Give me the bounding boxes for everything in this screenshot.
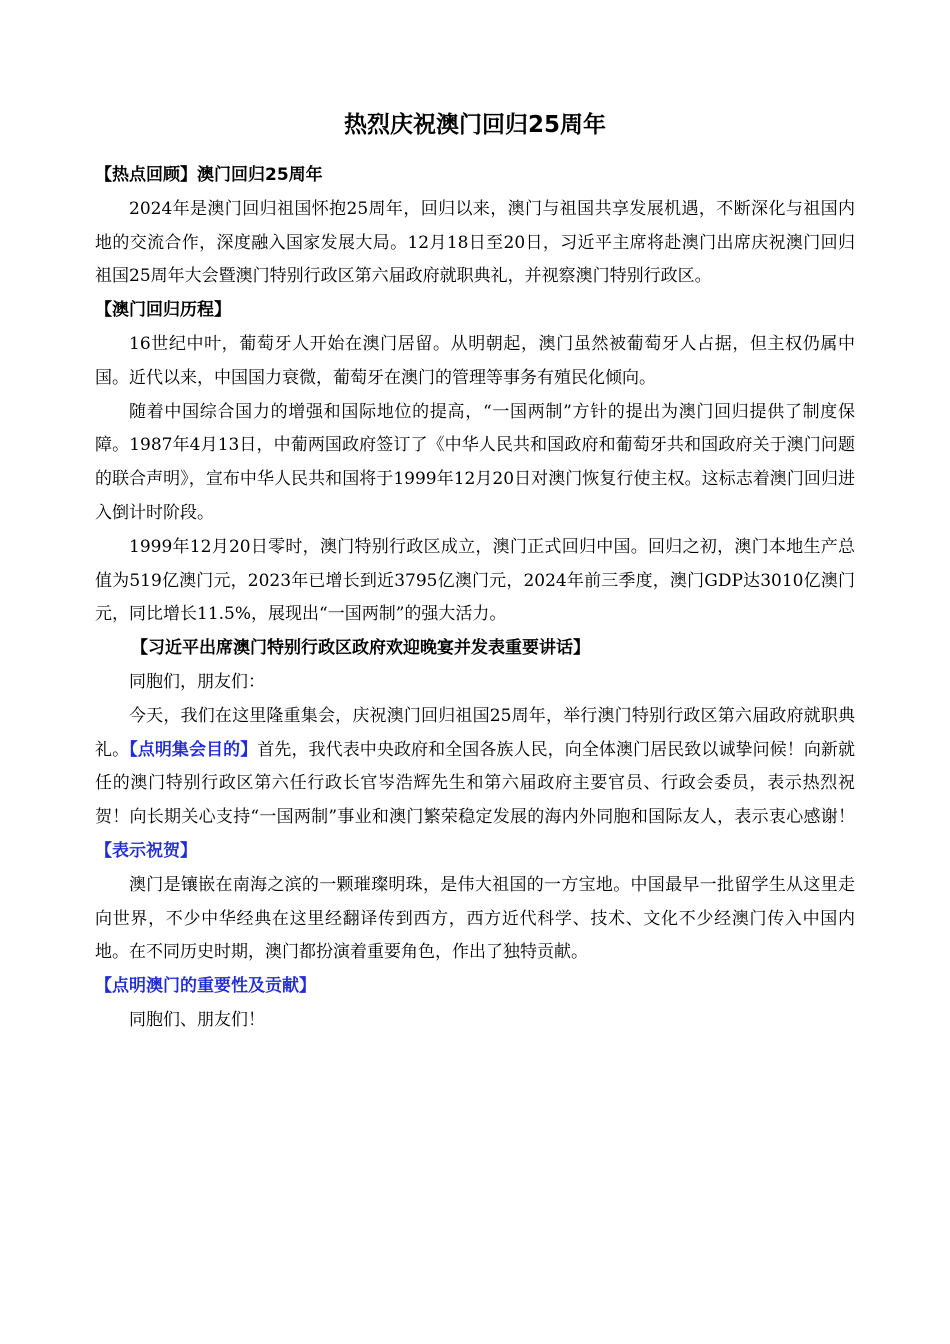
speech-greeting-2: 同胞们、朋友们！	[129, 1009, 265, 1030]
paragraph-history-2: 随着中国综合国力的增强和国际地位的提高，“一国两制”方针的提出为澳门回归提供了制度保障。1987年4月13日，中葡两国政府签订了《中华人民共和国政府和葡萄牙共和国政府关于澳门问题的联合声明》，宣布中华人民共和国将于1999年12月20日对澳门恢复行使主权。这标志着澳门回归进入倒计时阶段。	[95, 401, 855, 523]
annotation-tag-congratulations: 【表示祝贺】	[95, 840, 197, 861]
document-body	[95, 159, 855, 1038]
speech-paragraph-2: 澳门是镶嵌在南海之滨的一颗璀璨明珠，是伟大祖国的一方宝地。中国最早一批留学生从这里走向世界，不少中华经典在这里经翻译传到西方，西方近代科学、技术、文化不少经澳门传入中国内地。在不同历史时期，澳门都扮演着重要角色，作出了独特贡献。	[95, 874, 855, 963]
speech-paragraph-1	[95, 700, 855, 869]
paragraph-history-3: 1999年12月20日零时，澳门特别行政区成立，澳门正式回归中国。回归之初，澳门本地生产总值为519亿澳门元，2023年已增长到近3795亿澳门元，2024年前三季度，澳门GDP达3010亿澳门元，同比增长11.5%，展现出“一国两制”的强大活力。	[95, 536, 855, 625]
section-heading-hot-review: 【热点回顾】澳门回归25周年	[95, 165, 323, 185]
section-heading-speech: 【习近平出席澳门特别行政区政府欢迎晚宴并发表重要讲话】	[131, 638, 590, 659]
speech-paragraph-1-part-b: 首先，我代表中央政府和全国各族人民，向全体澳门居民致以诚挚问候！向新就任的澳门特别行政区第六任行政长官岑浩辉先生和第六届政府主要官员、行政会委员，表示热烈祝贺！向长期关心支持“一国两制”事业和澳门繁荣稳定发展的海内外同胞和国际友人，表示衷心感谢！	[95, 739, 856, 828]
annotation-tag-purpose: 【点明集会目的】	[129, 739, 258, 760]
document-title: 热烈庆祝澳门回归25周年	[343, 112, 606, 138]
annotation-tag-importance: 【点明澳门的重要性及贡献】	[95, 976, 316, 997]
paragraph-intro: 2024年是澳门回归祖国怀抱25周年，回归以来，澳门与祖国共享发展机遇，不断深化与祖国内地的交流合作，深度融入国家发展大局。12月18日至20日，习近平主席将赴澳门出席庆祝澳门回归祖国25周年大会暨澳门特别行政区第六届政府就职典礼，并视察澳门特别行政区。	[95, 198, 855, 287]
speech-greeting-1: 同胞们，朋友们：	[129, 671, 265, 692]
paragraph-history-1: 16世纪中叶，葡萄牙人开始在澳门居留。从明朝起，澳门虽然被葡萄牙人占据，但主权仍属中国。近代以来，中国国力衰微，葡萄牙在澳门的管理等事务有殖民化倾向。	[95, 333, 855, 388]
section-heading-history: 【澳门回归历程】	[95, 300, 231, 321]
speech-paragraph-1-part-a: 今天，我们在这里隆重集会，庆祝澳门回归祖国25周年，举行澳门特别行政区第六届政府就职典礼。	[95, 705, 855, 760]
